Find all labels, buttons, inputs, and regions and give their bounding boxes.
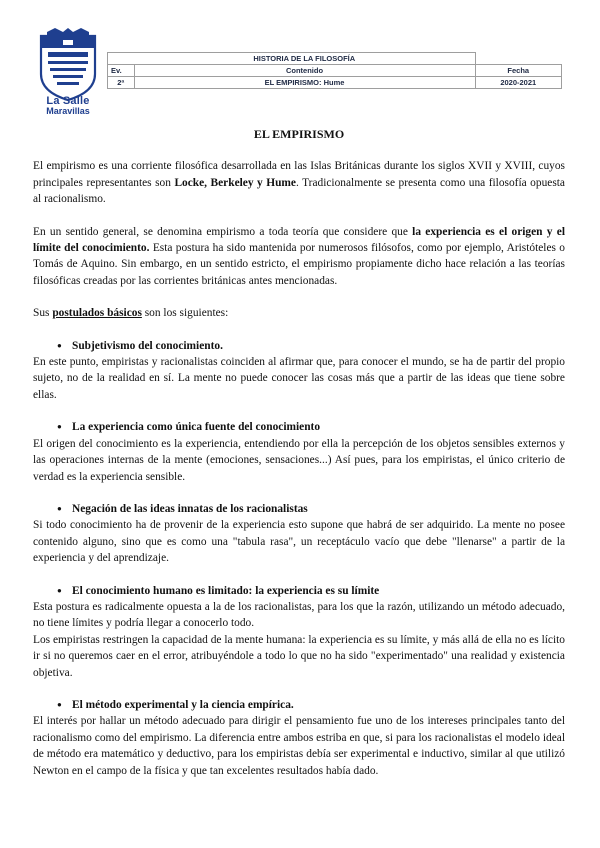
intro-p1-bold: Locke, Berkeley y Hume bbox=[174, 176, 296, 189]
intro-paragraph-1 bbox=[33, 158, 565, 207]
postulado-heading-4 bbox=[33, 583, 565, 599]
postulado-heading-text: Subjetivismo del conocimiento. bbox=[72, 339, 223, 352]
postulado-heading-5 bbox=[33, 697, 565, 713]
fecha-header-cell: Fecha bbox=[475, 65, 562, 77]
contenido-value-cell: EL EMPIRISMO: Hume bbox=[134, 77, 475, 89]
postulado-heading-1 bbox=[33, 338, 565, 354]
intro-paragraph-3 bbox=[33, 305, 565, 321]
intro-p2-text-b: Esta postura ha sido mantenida por numerosos filósofos, como por ejemplo, Aristóteles o Tomás de Aquino. Sin embargo, en un sentido estricto, el empirismo propiamente dicho hace relación a las teorías filosóficas creadas por las corrientes británicas antes mencionadas. bbox=[33, 242, 565, 287]
postulado-text-2: El origen del conocimiento es la experiencia, entendiendo por ella la percepción de los objetos sensibles externos y las operaciones internas de la mente (emociones, sensaciones...) Así pues, para los empiristas, el único criterio de verdad es la experiencia sensible. bbox=[33, 437, 565, 483]
header-spacer bbox=[475, 53, 562, 65]
intro-paragraph-2 bbox=[33, 224, 565, 290]
contenido-header-cell: Contenido bbox=[134, 65, 475, 77]
ev-header-cell: Ev. bbox=[108, 65, 135, 77]
postulado-heading-3 bbox=[33, 501, 565, 517]
intro-p3-text-a: Sus bbox=[33, 307, 53, 320]
postulado-heading-2 bbox=[33, 419, 565, 435]
subject-cell: HISTORIA DE LA FILOSOFÍA bbox=[134, 53, 475, 65]
header-blank-cell bbox=[108, 53, 135, 65]
intro-p2-text-a: En un sentido general, se denomina empirismo a toda teoría que considere que bbox=[33, 225, 413, 238]
logo-line1: La Salle bbox=[46, 95, 90, 107]
postulado-text-4b: Los empiristas restringen la capacidad de la mente humana: la experiencia es su límite, y más allá de ella no es lícito ir si no queremos caer en el error, atribuyéndole a todo lo que no ha sido "experimentado" una realidad y existencia objetiva. bbox=[33, 633, 565, 679]
intro-p3-bold: postulados básicos bbox=[52, 307, 142, 320]
intro-p1-text-a: El empirismo es una corriente filosófica desarrollada en las Islas Británicas durante los siglos XVII y XVIII, cuyos principales representantes son bbox=[33, 160, 565, 189]
intro-p2-bold: la experiencia es el origen y el límite del conocimiento. bbox=[33, 225, 565, 255]
postulado-heading-text: El conocimiento humano es limitado: la experiencia es su límite bbox=[72, 584, 380, 597]
logo-line2: Maravillas bbox=[46, 106, 90, 116]
postulado-text-3: Si todo conocimiento ha de provenir de la experiencia esto supone que habrá de ser adquirido. La mente no posee contenido alguno, sino que es como una "tabula rasa", un receptáculo vacío que debe "llenarse" a partir de la experiencia y del aprendizaje. bbox=[33, 519, 565, 565]
intro-p1-text-b: . Tradicionalmente se presenta como una filosofía opuesta al racionalismo. bbox=[33, 176, 565, 206]
fecha-value-cell: 2020-2021 bbox=[475, 77, 562, 89]
postulado-text-4a: Esta postura es radicalmente opuesta a la de los racionalistas, para los que la razón, utilizando un método adecuado, no tiene límites y podría llegar a conocerlo todo. bbox=[33, 600, 565, 630]
ev-value-cell: 2ª bbox=[108, 77, 135, 89]
postulado-heading-text: Negación de las ideas innatas de los racionalistas bbox=[72, 502, 308, 515]
postulado-heading-text: El método experimental y la ciencia empírica. bbox=[72, 698, 294, 711]
postulado-heading-text: La experiencia como única fuente del conocimiento bbox=[72, 421, 321, 434]
postulado-text-5: El interés por hallar un método adecuado para dirigir el pensamiento fue uno de los intereses principales tanto del racionalismo como del empirismo. La diferencia entre ambos estriba en que, si para los racionalistas el modelo ideal de método era matemático y deductivo, para los empiristas debía ser experimental e inductivo, similar al que utilizó Newton en el campo de la física y que tan excelentes resultados había dado. bbox=[33, 715, 565, 777]
document-body bbox=[33, 126, 565, 795]
page-title: EL EMPIRISMO bbox=[253, 127, 345, 141]
header-table bbox=[107, 52, 562, 89]
postulado-text-1: En este punto, empiristas y racionalistas coinciden al afirmar que, para conocer el mundo, se ha de partir del propio sujeto, no de la realidad en sí. La mente no puede conocer las cosas más que a partir de las ideas que tiene sobre ellas. bbox=[33, 356, 565, 401]
logo-wordmark bbox=[32, 95, 104, 116]
intro-p3-text-b: son los siguientes: bbox=[141, 307, 229, 320]
